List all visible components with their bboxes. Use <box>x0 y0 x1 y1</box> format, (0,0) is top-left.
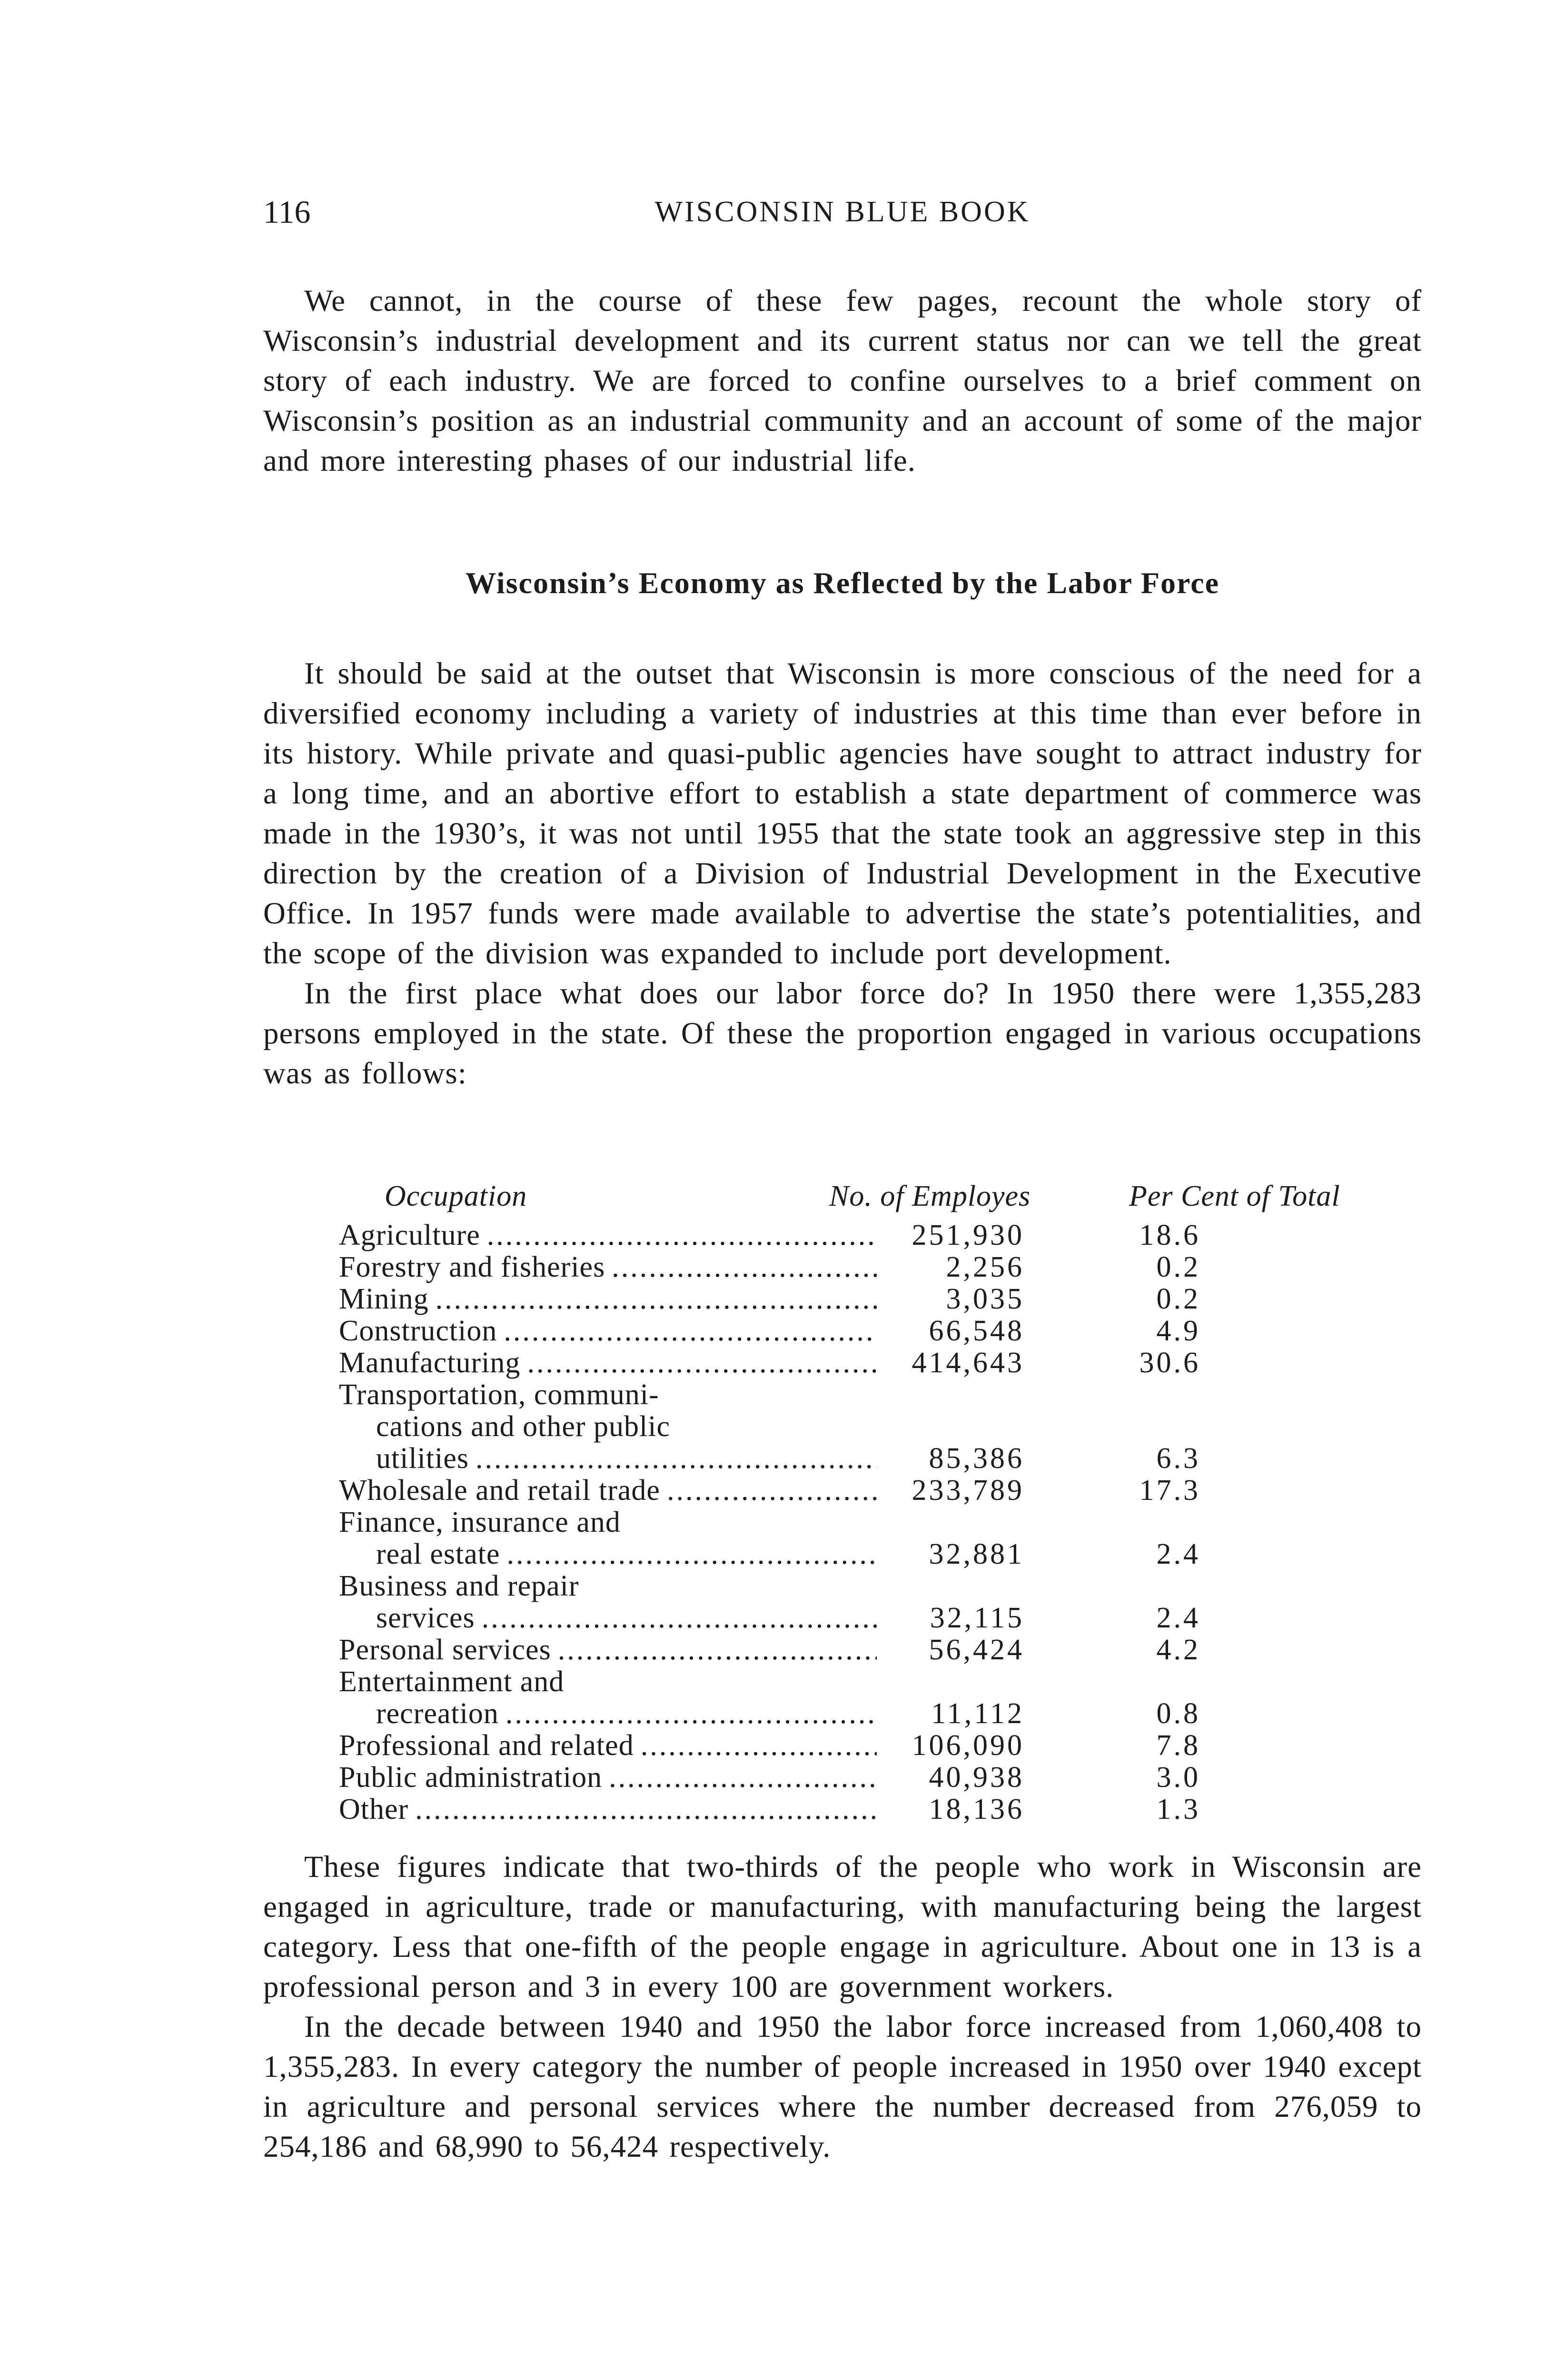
leader-dots <box>667 1475 877 1507</box>
occupation-cell <box>339 1538 882 1570</box>
occupation-cell <box>339 1666 882 1698</box>
employes-cell: 66,548 <box>929 1315 1024 1347</box>
body-block-1 <box>263 654 1422 1093</box>
table-row <box>339 1634 1422 1666</box>
occupation-cell <box>339 1698 882 1730</box>
occupation-cell <box>339 1762 882 1794</box>
table-row <box>339 1315 1422 1347</box>
occupation-label: Forestry and fisheries <box>339 1251 605 1283</box>
employes-cell: 40,938 <box>929 1761 1024 1794</box>
table-row <box>339 1762 1422 1794</box>
occupation-cell <box>339 1443 882 1475</box>
table-row <box>339 1507 1422 1538</box>
percent-cell: 0.2 <box>1156 1283 1200 1315</box>
occupation-cell <box>339 1411 882 1443</box>
occupation-cell <box>339 1602 882 1634</box>
employes-cell: 106,090 <box>912 1729 1024 1762</box>
paragraph-1: It should be said at the outset that Wisconsin is more conscious of the need for a diversified economy including a variety of industries at this time than ever before in its history. While private and quasi-public agencies have sought to attract industry for a long time, and an abortive effort to establish a state department of commerce was made in the 1930’s, it was not until 1955 that the state took an aggressive step in this direction by the creation of a Division of Industrial Development in the Executive Office. In 1957 funds were made available to advertise the state’s potentialities, and the scope of the division was expanded to include port development. <box>263 656 1422 971</box>
leader-dots <box>487 1220 877 1251</box>
occupation-label: Mining <box>339 1283 429 1315</box>
intro-block <box>263 281 1422 481</box>
body-block-2 <box>263 1847 1422 2167</box>
leader-dots <box>641 1730 877 1762</box>
employes-cell: 2,256 <box>946 1251 1024 1283</box>
table-row <box>339 1443 1422 1475</box>
occupation-label: Agriculture <box>339 1220 480 1251</box>
section-heading: Wisconsin’s Economy as Reflected by the Labor Force <box>466 566 1219 600</box>
employes-cell: 3,035 <box>946 1283 1024 1315</box>
percent-cell: 7.8 <box>1156 1729 1200 1762</box>
occupation-label: Manufacturing <box>339 1347 521 1379</box>
occupation-label: utilities <box>376 1443 469 1475</box>
percent-cell: 1.3 <box>1156 1793 1200 1825</box>
leader-dots <box>507 1538 877 1570</box>
percent-cell: 0.2 <box>1156 1251 1200 1283</box>
occupation-label: real estate <box>376 1538 500 1570</box>
table-row <box>339 1794 1422 1825</box>
employes-cell: 233,789 <box>912 1474 1024 1507</box>
occupation-label: Personal services <box>339 1634 551 1666</box>
leader-dots <box>476 1443 877 1475</box>
percent-cell: 4.9 <box>1156 1315 1200 1347</box>
table-row <box>339 1475 1422 1507</box>
intro-paragraph: We cannot, in the course of these few pages, recount the whole story of Wisconsin’s industrial development and its current status nor can we tell the great story of each industry. We are forced to confine ourselves to a brief comment on Wisconsin’s position as an industrial community and an account of some of the major and more interesting phases of our industrial life. <box>263 284 1422 478</box>
occupation-label: services <box>376 1602 475 1634</box>
page-header <box>263 190 1422 238</box>
percent-cell: 2.4 <box>1156 1538 1200 1570</box>
occupation-label: Construction <box>339 1315 497 1347</box>
occupation-label: Finance, insurance and <box>339 1507 621 1538</box>
occupation-table <box>339 1180 1422 1825</box>
header-employes: No. of Employes <box>829 1180 1031 1212</box>
occupation-label: Transportation, communi- <box>339 1379 659 1411</box>
occupation-cell <box>339 1730 882 1762</box>
occupation-cell <box>339 1283 882 1315</box>
table-row <box>339 1666 1422 1698</box>
employes-cell: 18,136 <box>929 1793 1024 1825</box>
occupation-label: recreation <box>376 1698 499 1730</box>
employes-cell: 414,643 <box>912 1347 1024 1379</box>
occupation-cell <box>339 1634 882 1666</box>
table-row <box>339 1411 1422 1443</box>
occupation-cell <box>339 1570 882 1602</box>
employes-cell: 11,112 <box>931 1697 1024 1730</box>
occupation-cell <box>339 1251 882 1283</box>
table-row <box>339 1730 1422 1762</box>
percent-cell: 4.2 <box>1156 1634 1200 1666</box>
occupation-label: Wholesale and retail trade <box>339 1475 660 1507</box>
paragraph-4: In the decade between 1940 and 1950 the labor force increased from 1,060,408 to 1,355,283. In every category the number of people increased in 1950 over 1940 except in agriculture and personal services where the number decreased from 276,059 to 254,186 and 68,990 to 56,424 respectively. <box>263 2010 1422 2164</box>
paragraph-2: In the first place what does our labor force do? In 1950 there were 1,355,283 persons employed in the state. Of these the proportion engaged in various occupations was as follows: <box>263 976 1422 1091</box>
running-title: WISCONSIN BLUE BOOK <box>654 196 1031 228</box>
header-occupation: Occupation <box>385 1180 527 1212</box>
percent-cell: 3.0 <box>1156 1761 1200 1794</box>
percent-cell: 2.4 <box>1156 1602 1200 1634</box>
leader-dots <box>558 1634 877 1666</box>
occupation-cell <box>339 1507 882 1538</box>
occupation-cell <box>339 1220 882 1251</box>
table-row <box>339 1698 1422 1730</box>
leader-dots <box>609 1762 877 1794</box>
employes-cell: 32,881 <box>929 1538 1024 1570</box>
percent-cell: 18.6 <box>1139 1219 1200 1251</box>
leader-dots <box>527 1347 877 1379</box>
leader-dots <box>504 1315 877 1347</box>
occupation-label: Business and repair <box>339 1570 579 1602</box>
occupation-label: Professional and related <box>339 1730 634 1762</box>
leader-dots <box>415 1794 877 1825</box>
paragraph-3: These figures indicate that two-thirds of the people who work in Wisconsin are engaged in agriculture, trade or manufacturing, with manufacturing being the largest category. Less that one-fifth of the people engage in agriculture. About one in 13 is a professional person and 3 in every 100 are government workers. <box>263 1850 1422 2004</box>
table-row <box>339 1283 1422 1315</box>
table-row <box>339 1251 1422 1283</box>
percent-cell: 17.3 <box>1139 1474 1200 1507</box>
employes-cell: 85,386 <box>929 1442 1024 1475</box>
employes-cell: 56,424 <box>929 1634 1024 1666</box>
occupation-label: cations and other public <box>376 1411 670 1443</box>
table-body <box>339 1220 1422 1825</box>
table-row <box>339 1220 1422 1251</box>
occupation-cell <box>339 1475 882 1507</box>
table-row <box>339 1602 1422 1634</box>
occupation-cell <box>339 1347 882 1379</box>
employes-cell: 32,115 <box>930 1602 1024 1634</box>
occupation-cell <box>339 1794 882 1825</box>
table-header <box>339 1180 1422 1220</box>
occupation-label: Public administration <box>339 1762 603 1794</box>
percent-cell: 30.6 <box>1139 1347 1200 1379</box>
table-row <box>339 1538 1422 1570</box>
leader-dots <box>612 1251 877 1283</box>
employes-cell: 251,930 <box>912 1219 1024 1251</box>
table-row <box>339 1347 1422 1379</box>
table-row <box>339 1379 1422 1411</box>
occupation-label: Entertainment and <box>339 1666 565 1698</box>
leader-dots <box>505 1698 877 1730</box>
leader-dots <box>482 1602 877 1634</box>
page-number: 116 <box>263 194 311 230</box>
leader-dots <box>436 1283 877 1315</box>
table-row <box>339 1570 1422 1602</box>
occupation-label: Other <box>339 1794 409 1825</box>
occupation-cell <box>339 1315 882 1347</box>
occupation-cell <box>339 1379 882 1411</box>
header-percent: Per Cent of Total <box>1129 1180 1340 1212</box>
percent-cell: 6.3 <box>1156 1442 1200 1475</box>
percent-cell: 0.8 <box>1156 1697 1200 1730</box>
